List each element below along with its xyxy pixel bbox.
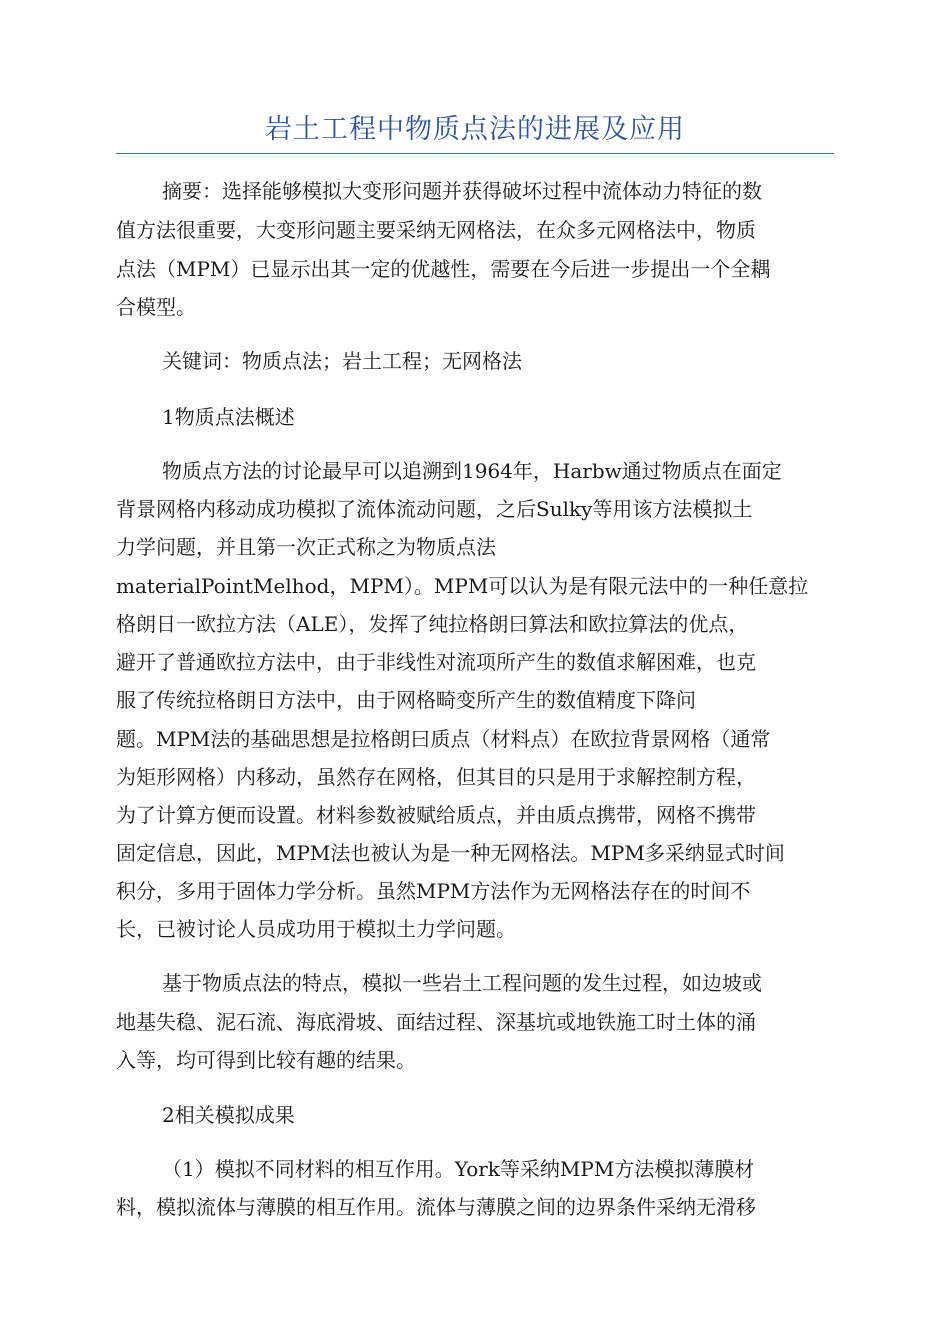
keywords-line: 关键词：物质点法；岩土工程；无网格法 [162,349,522,373]
paragraph-line: 服了传统拉格朗日方法中，由于网格畸变所产生的数值精度下降问 [116,688,696,712]
paragraph-line: 为了计算方便而设置。材料参数被赋给质点，并由质点携带，网格不携带 [116,803,756,827]
paragraph-line: 地基失稳、泥石流、海底滑坡、面结过程、深基坑或地铁施工时土体的涌 [116,1010,756,1034]
paragraph-line: 题。MPM法的基础思想是拉格朗曰质点（材料点）在欧拉背景网格（通常 [116,727,771,751]
paragraph-line: 基于物质点法的特点，模拟一些岩土工程问题的发生过程，如边坡或 [162,971,762,995]
paragraph-line: 格朗日一欧拉方法（ALE），发挥了纯拉格朗曰算法和欧拉算法的优点， [116,612,749,636]
paragraph-line: 力学问题，并且第一次正式称之为物质点法 [116,535,496,559]
paragraph-line: 背景网格内移动成功模拟了流体流动问题，之后Sulky等用该方法模拟土 [116,497,753,521]
section-heading: 2相关模拟成果 [162,1103,295,1127]
abstract-line: 合模型。 [116,295,196,319]
paragraph-line: 料，模拟流体与薄膜的相互作用。流体与薄膜之间的边界条件采纳无滑移 [116,1195,756,1219]
abstract-line: 摘要：选择能够模拟大变形问题并获得破坏过程中流体动力特征的数 [162,179,762,203]
paragraph-line: 为矩形网格）内移动，虽然存在网格，但其目的只是用于求解控制方程， [116,765,756,789]
paragraph-line: 固定信息，因此，MPM法也被认为是一种无网格法。MPM多采纳显式时间 [116,841,785,865]
paragraph-line: 长，已被讨论人员成功用于模拟土力学问题。 [116,917,516,941]
document-title: 岩土工程中物质点法的进展及应用 [265,114,685,145]
paragraph-line: 入等，均可得到比较有趣的结果。 [116,1048,416,1072]
abstract-line: 值方法很重要，大变形问题主要采纳无网格法，在众多元网格法中，物质 [116,218,756,242]
abstract-line: 点法（MPM）已显示出其一定的优越性，需要在今后进一步提出一个全耦 [116,257,771,281]
paragraph-line: 物质点方法的讨论最早可以追溯到1964年，Harbw通过物质点在面定 [162,459,782,483]
paragraph-line: （1）模拟不同材料的相互作用。York等采纳MPM方法模拟薄膜材 [162,1157,755,1181]
paragraph-line: materialPointMelhod，MPM）。MPM可以认为是有限元法中的一种任意拉 [116,574,809,598]
title-underline [116,153,834,154]
section-heading: 1物质点法概述 [162,405,295,429]
paragraph-line: 避开了普通欧拉方法中，由于非线性对流项所产生的数值求解困难，也克 [116,650,756,674]
paragraph-line: 积分，多用于固体力学分析。虽然MPM方法作为无网格法存在的时间不 [116,879,751,903]
